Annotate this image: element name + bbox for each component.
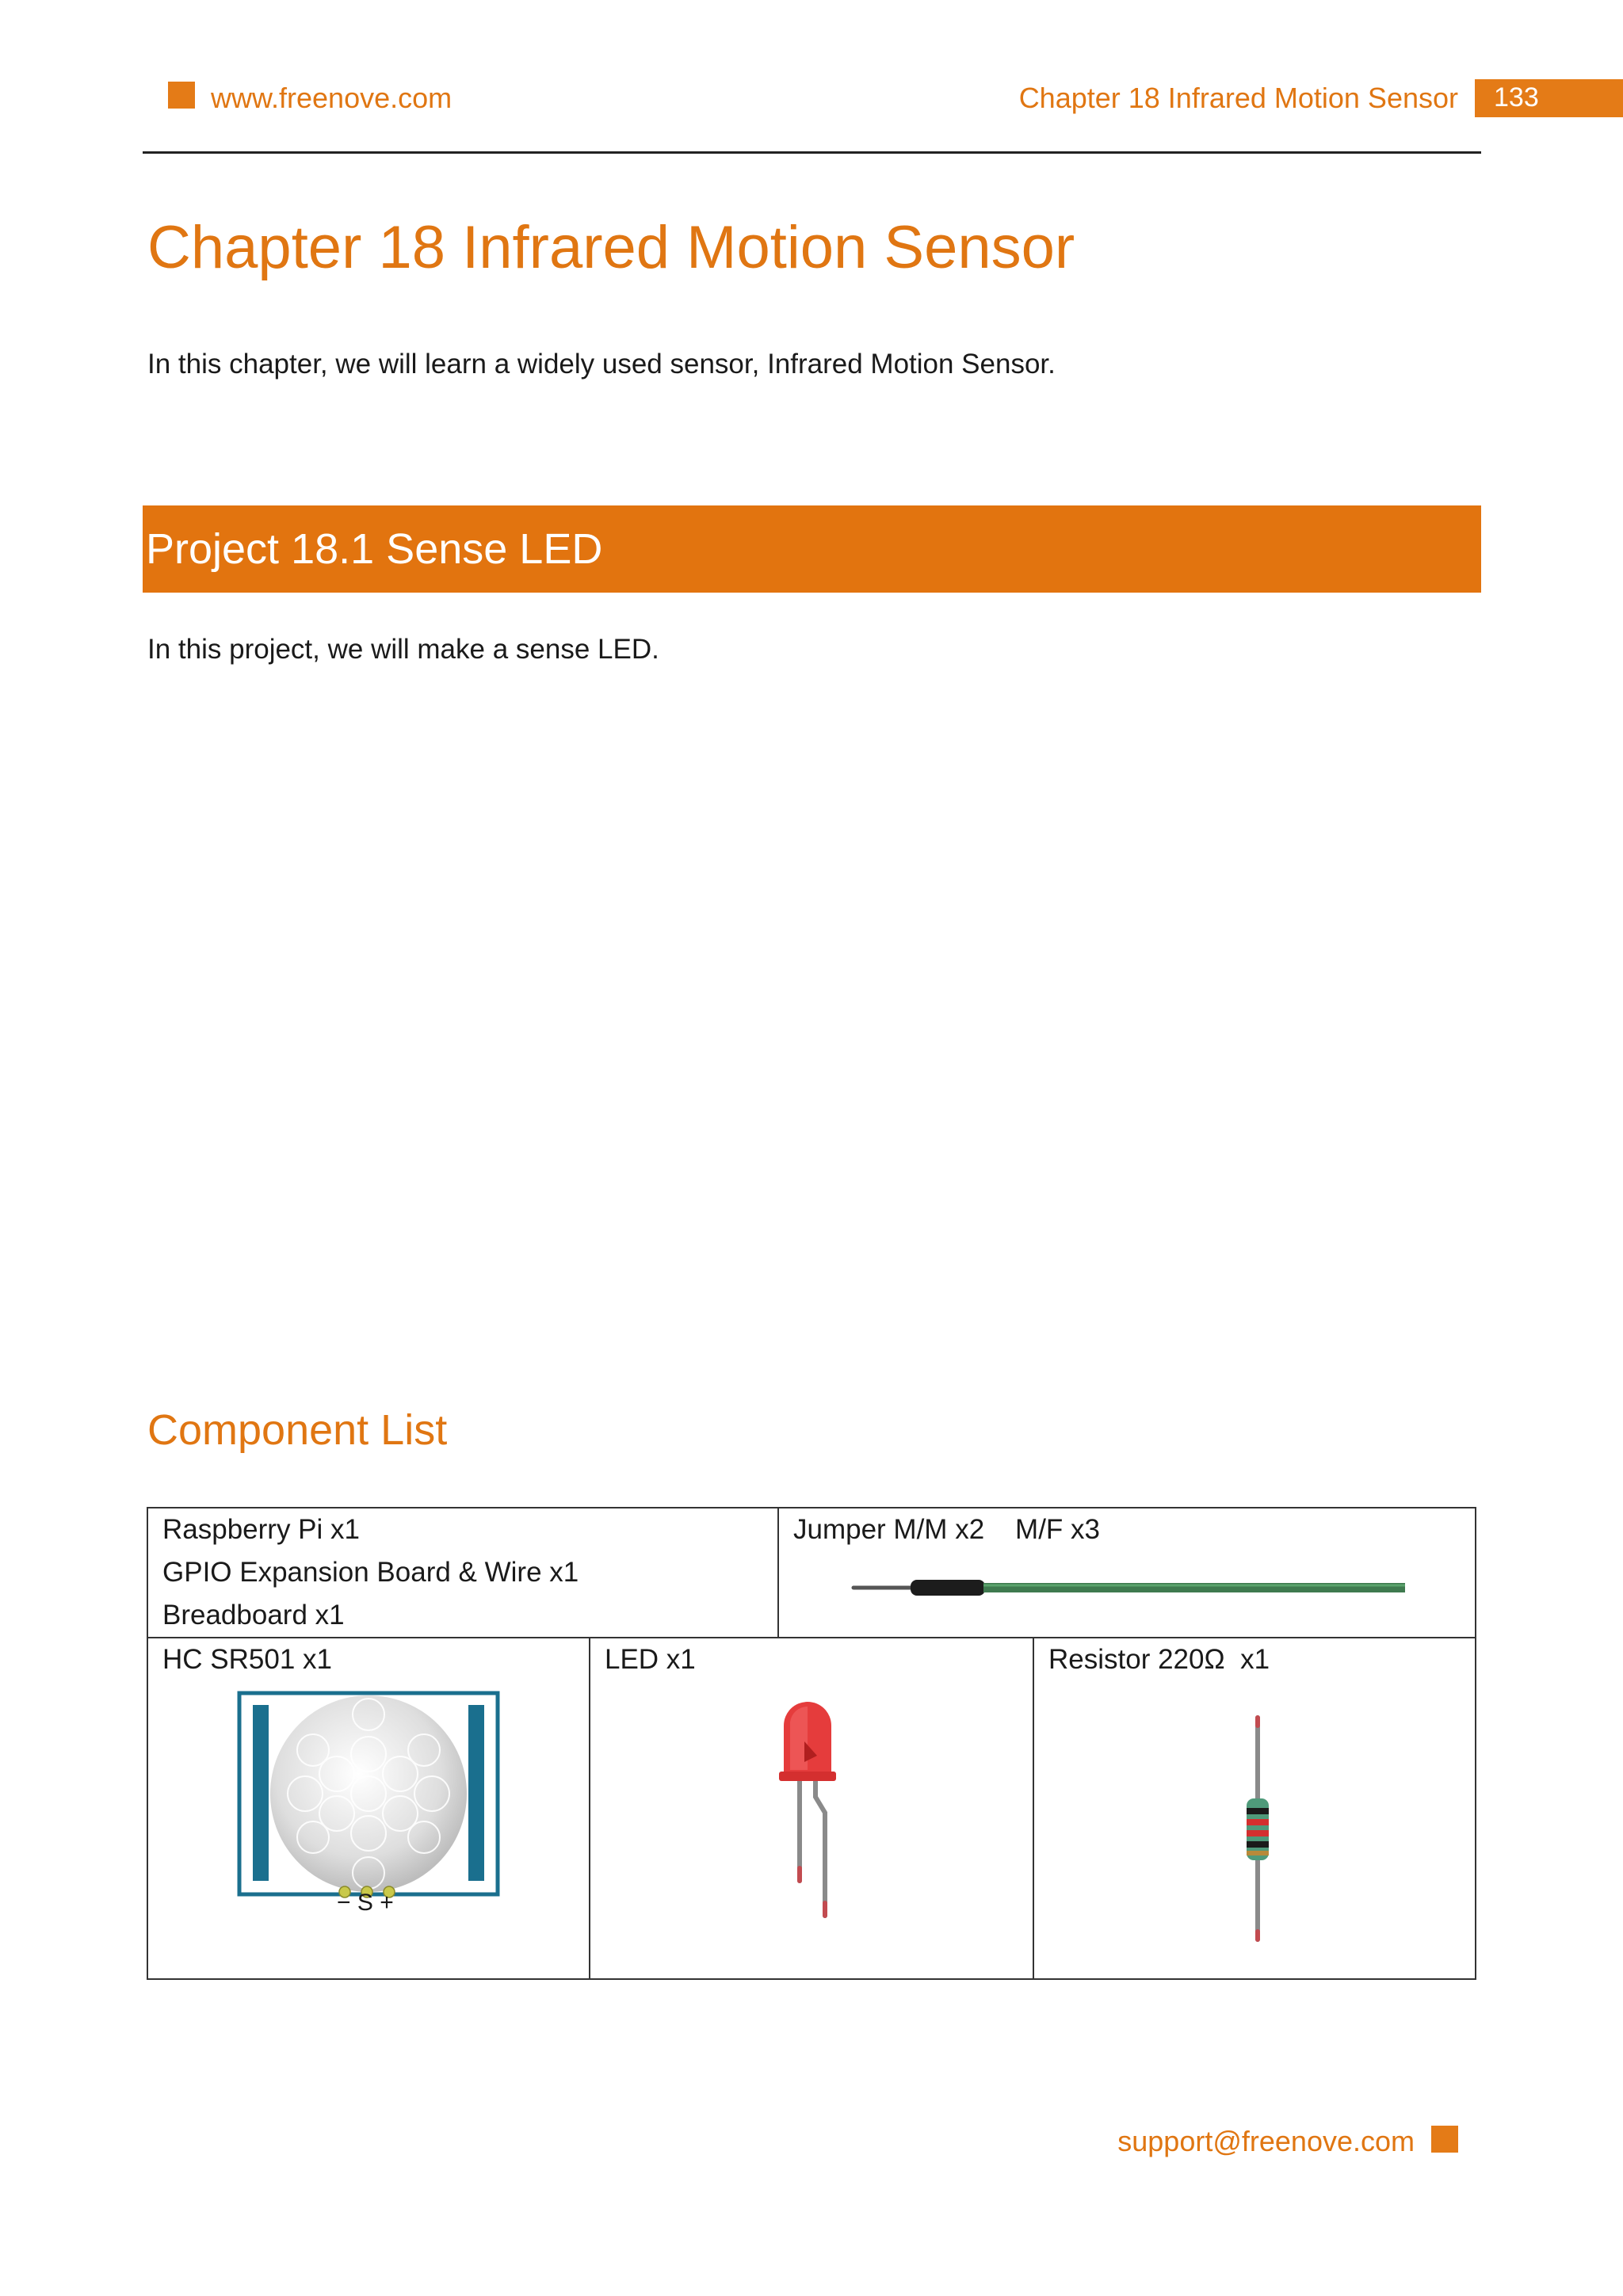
cell-resistor <box>1033 1637 1476 1980</box>
header-square-icon <box>168 82 195 109</box>
chapter-intro: In this chapter, we will learn a widely used sensor, Infrared Motion Sensor. <box>147 349 1056 379</box>
raspberry-pi-label: Raspberry Pi x1 <box>162 1514 360 1545</box>
header-website-link[interactable]: www.freenove.com <box>211 82 453 114</box>
resistor-icon <box>1240 1714 1275 1944</box>
led-icon <box>773 1694 844 1924</box>
component-table <box>147 1507 1476 1980</box>
pir-sensor-icon <box>237 1691 503 1905</box>
jumper-wire-icon <box>850 1572 1453 1604</box>
footer-square-icon <box>1431 2126 1458 2153</box>
breadboard-label: Breadboard x1 <box>162 1600 345 1630</box>
resistor-label: Resistor 220Ω x1 <box>1048 1644 1270 1675</box>
cell-raspberry-pi <box>147 1507 779 1638</box>
page-number: 133 <box>1494 82 1539 113</box>
pir-pin-labels: − S + <box>337 1890 394 1916</box>
header-divider <box>143 151 1481 154</box>
cell-hc-sr501 <box>147 1637 590 1980</box>
footer-support-email[interactable]: support@freenove.com <box>1117 2125 1415 2157</box>
chapter-title: Chapter 18 Infrared Motion Sensor <box>147 214 1075 281</box>
cell-jumper <box>777 1507 1476 1638</box>
component-list-heading: Component List <box>147 1406 448 1454</box>
hc-sr501-label: HC SR501 x1 <box>162 1644 332 1675</box>
cell-led <box>589 1637 1034 1980</box>
project-intro: In this project, we will make a sense LED. <box>147 634 659 665</box>
jumper-label: Jumper M/M x2 M/F x3 <box>793 1514 1100 1545</box>
gpio-board-label: GPIO Expansion Board & Wire x1 <box>162 1557 579 1588</box>
project-title: Project 18.1 Sense LED <box>146 525 603 573</box>
led-label: LED x1 <box>605 1644 696 1675</box>
header-chapter-title: Chapter 18 Infrared Motion Sensor <box>1018 82 1458 114</box>
